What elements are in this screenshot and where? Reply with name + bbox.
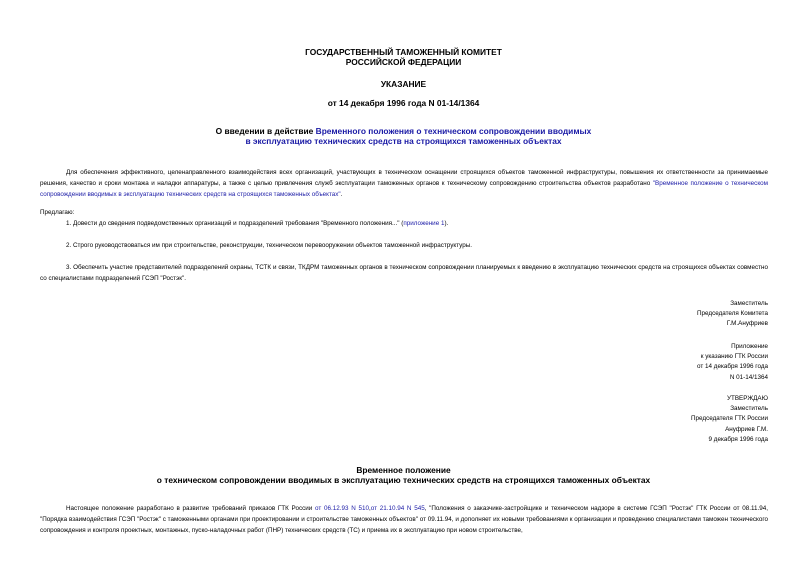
signature-line-3: Г.М.Ануфриев <box>726 320 768 328</box>
annex-heading-line-2: о техническом сопровождении вводимых в эксплуатацию технических средств на строящихся таможенных объектах <box>156 475 651 485</box>
list-item-2: 2. Строго руководствоваться им при строительстве, реконструкции, техническом перевооружении объектов таможенной инфраструктуры. <box>66 242 472 249</box>
title-prefix: О введении в действие <box>215 126 316 136</box>
annex-line-3: от 14 декабря 1996 года <box>697 363 768 371</box>
order-545-link[interactable]: от 21.10.94 N 545 <box>370 505 425 512</box>
annex-reference-block <box>697 342 768 383</box>
issuing-authority <box>0 47 807 67</box>
approve-line-1: УТВЕРЖДАЮ <box>726 395 768 402</box>
signature-line-1: Заместитель <box>730 300 768 307</box>
intro-end: . <box>340 191 343 198</box>
intro-paragraph <box>40 167 768 200</box>
last-text-2: , <box>368 505 371 512</box>
list-item-3: 3. Обеспечить участие представителей подразделений охраны, ТСТК и связи, ТКДРМ таможенных органов в техническом сопровождении планируемых к введению в эксплуатацию технических средств на строящихся объектах совместно со специалистами подразделений ГСЭП "Ростэк". <box>40 264 768 282</box>
provision-link[interactable]: "Временное положение о техническом сопровождении вводимых в эксплуатацию технических средств на строящихся таможенных объектах" <box>40 180 768 198</box>
annex-line-4: N 01-14/1364 <box>729 373 768 381</box>
annex-line-1: Приложение <box>731 343 768 350</box>
last-text-3: , "Положения о заказчике-застройщике и техническом надзоре в системе ГСЭП "Ростэк" ГТК России от 08.11.94, "Порядка взаимодействия ГСЭП "Ростэк" с таможенными органами при проектировании и строительстве таможенных объектов" от 09.11.94, и дополняет их новыми требованиями к организации и проведению специалистами таможен технического сопровождения и контроля проектных, монтажных, пуско-наладочных работ (ПНР) технических средств (ТС) и приема их в эксплуатацию при новом строительстве, <box>40 505 769 534</box>
org-line-1: ГОСУДАРСТВЕННЫЙ ТАМОЖЕННЫЙ КОМИТЕТ <box>305 47 502 57</box>
title-link-line-1[interactable]: Временного положения о техническом сопровождении вводимых <box>315 126 592 136</box>
item1-text: 1. Довести до сведения подведомственных организаций и подразделений требования "Временного положения..." ( <box>66 220 404 227</box>
approve-line-2: Заместитель <box>730 405 768 413</box>
approve-line-3: Председателя ГТК России <box>691 415 768 423</box>
approve-line-4: Ануфриев Г.М. <box>725 425 768 433</box>
annex-line-2: к указанию ГТК России <box>700 353 768 361</box>
item1-end: ). <box>444 220 449 227</box>
approve-line-5: 9 декабря 1996 года <box>708 435 768 443</box>
list-item-1 <box>40 218 768 229</box>
intro-text: Для обеспечения эффективного, целенаправленного взаимодействия всех организаций, участвующих в техническом оснащении строящихся объектов таможенной инфраструктуры, повышения их ответственности за принимаемые решения, качество и сроки монтажа и наладки аппаратуры, а также с целью привлечения служб эксплуатации таможенных органов к техническому сопровождению строительства объектов разработано <box>40 169 768 187</box>
signature-block <box>697 299 768 330</box>
title-link-line-2[interactable]: в эксплуатацию технических средств на строящихся таможенных объектах <box>245 136 562 146</box>
signature-line-2: Председателя Комитета <box>697 310 768 318</box>
provision-intro-paragraph <box>40 503 768 536</box>
annex-heading-line-1: Временное положение <box>356 465 451 475</box>
last-text-1: Настоящее положение разработано в развитие требований приказов ГТК России <box>66 505 316 512</box>
document-title <box>0 126 807 146</box>
annex-1-link[interactable]: приложение 1 <box>403 220 445 227</box>
document-date-number: от 14 декабря 1996 года N 01-14/1364 <box>327 98 480 108</box>
annex-heading <box>0 465 807 485</box>
document-type: УКАЗАНИЕ <box>380 79 427 89</box>
approval-block <box>691 394 768 445</box>
offer-label: Предлагаю: <box>40 209 75 216</box>
org-line-2: РОССИЙСКОЙ ФЕДЕРАЦИИ <box>345 57 462 67</box>
order-510-link[interactable]: от 06.12.93 N 510 <box>315 505 369 512</box>
